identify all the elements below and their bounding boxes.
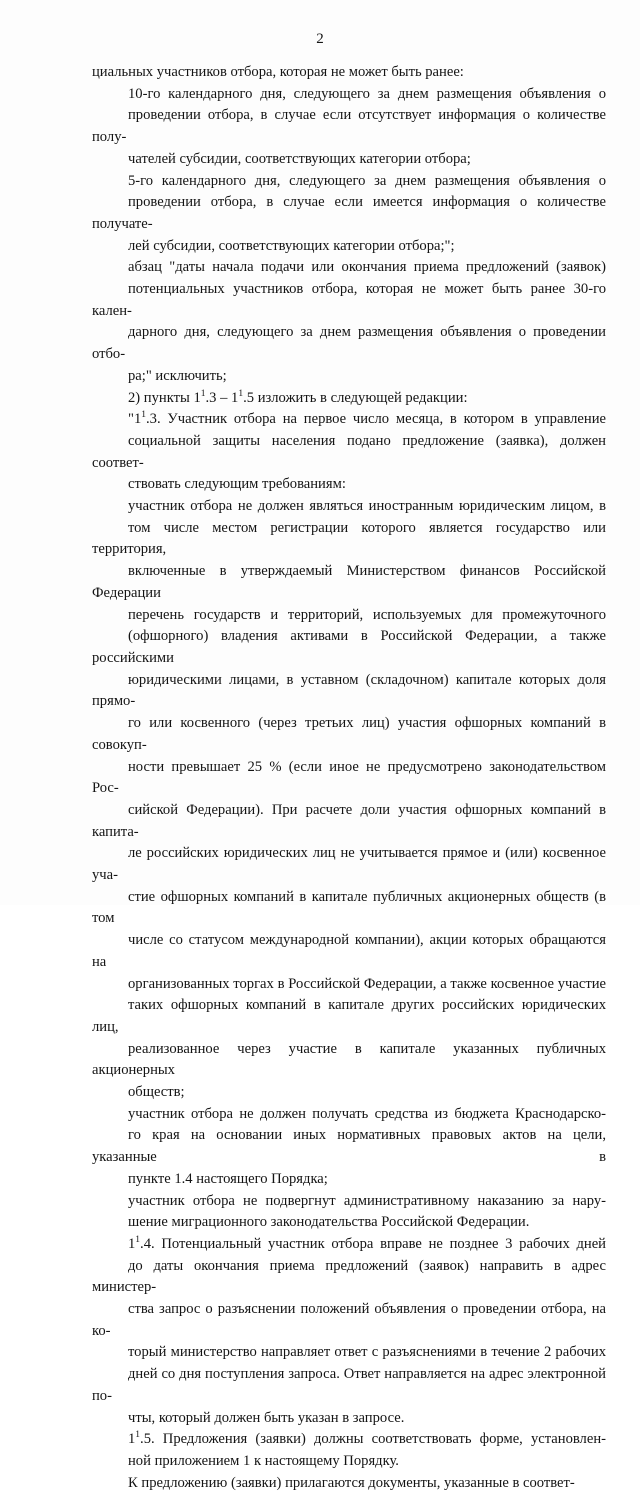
text-line: участник отбора не должен являться иностранным юридическим лицом, в: [128, 498, 606, 515]
paragraph-budget-requirement: [92, 1104, 606, 1191]
text-fragment: 2) пункты 1: [128, 389, 201, 406]
text-line: [92, 409, 606, 431]
text-line: юридическими лицами, в уставном (складочном) капитале которых доля прямо-: [92, 671, 606, 710]
paragraph-item-1-5: [92, 1429, 606, 1472]
text-line: пункте 1.4 настоящего Порядка;: [128, 1170, 328, 1187]
text-line: го или косвенного (через третьих лиц) участия офшорных компаний в совокуп-: [92, 715, 606, 753]
text-line: шение миграционного законодательства Российской Федерации.: [128, 1214, 530, 1231]
text-line: торый министерство направляет ответ с разъяснениями в течение 2 рабочих: [128, 1344, 606, 1361]
paragraph-item-1-4: [92, 1234, 606, 1429]
text-line: 10-го календарного дня, следующего за днем размещения объявления о: [128, 85, 606, 102]
paragraph-exclude-clause: [92, 257, 606, 387]
text-line: проведении отбора, в случае если отсутствует информация о количестве полу-: [92, 107, 606, 146]
text-line: ле российских юридических лиц не учитывается прямое и (или) косвенное уча-: [92, 845, 606, 884]
text-line: ствовать следующим требованиям:: [128, 476, 346, 493]
text-line: абзац "даты начала подачи или окончания приема предложений (заявок): [128, 259, 606, 276]
paragraph-continuation: [92, 62, 606, 84]
text-line: лей субсидии, соответствующих категории отбора;";: [128, 237, 455, 254]
text-line: чателей субсидии, соответствующих категории отбора;: [128, 150, 471, 167]
paragraph-offshore-requirement: [92, 496, 606, 1104]
text-fragment: .5. Предложения (заявки) должны соответствовать форме, установлен-: [140, 1431, 606, 1448]
paragraph-attachments: [92, 1473, 606, 1494]
paragraph-item-1-3: [92, 409, 606, 496]
text-line: [92, 1429, 606, 1451]
text-fragment: .3 – 1: [205, 389, 239, 406]
superscript: 1: [200, 388, 206, 399]
text-line: обществ;: [128, 1084, 185, 1101]
text-line: числе со статусом международной компании), акции которых обращаются на: [92, 932, 606, 970]
text-line: го края на основании иных нормативных правовых актов на цели, указанные в: [92, 1127, 606, 1166]
text-line: до даты окончания приема предложений (заявок) направить в адрес министер-: [92, 1257, 606, 1296]
text-line: циальных участников отбора, которая не может быть ранее:: [92, 64, 464, 80]
text-line: участник отбора не подвергнут административному наказанию за нару-: [128, 1192, 606, 1209]
text-line: [92, 388, 606, 410]
text-line: стие офшорных компаний в капитале публичных акционерных обществ (в том: [92, 888, 606, 927]
text-line: участник отбора не должен получать средства из бюджета Краснодарско-: [128, 1105, 606, 1122]
text-line: дней со дня поступления запроса. Ответ направляется на адрес электронной по-: [92, 1366, 606, 1404]
text-line: ности превышает 25 % (если иное не предусмотрено законодательством Рос-: [92, 758, 606, 797]
superscript: 1: [141, 410, 147, 421]
text-line: перечень государств и территорий, используемых для промежуточного: [128, 606, 606, 623]
text-line: таких офшорных компаний в капитале других российских юридических лиц,: [92, 997, 606, 1035]
text-line: организованных торгах в Российской Федерации, а также косвенное участие: [128, 975, 606, 992]
paragraph-5th-day: [92, 171, 606, 258]
paragraph-migration-requirement: [92, 1191, 606, 1234]
text-line: чты, который должен быть указан в запросе.: [128, 1409, 405, 1426]
text-line: ства запрос о разъяснении положений объявления о проведении отбора, на ко-: [92, 1301, 606, 1339]
page-number: 2: [316, 31, 324, 47]
text-line: К предложению (заявки) прилагаются документы, указанные в соответ-: [128, 1474, 575, 1491]
text-fragment: 1: [128, 1235, 136, 1252]
text-fragment: .5 изложить в следующей редакции:: [243, 389, 468, 406]
text-line: том числе местом регистрации которого является государство или территория,: [92, 519, 606, 558]
text-line: дарного дня, следующего за днем размещения объявления о проведении отбо-: [92, 324, 606, 363]
paragraph-amendment-2: [92, 388, 606, 410]
superscript: 1: [238, 388, 244, 399]
text-line: [92, 1234, 606, 1256]
text-fragment: .3. Участник отбора на первое число месяца, в котором в управление: [146, 411, 606, 428]
text-fragment: 1: [128, 1431, 136, 1448]
text-line: ра;" исключить;: [128, 367, 227, 384]
text-line: (офшорного) владения активами в Российской Федерации, а также российскими: [92, 628, 606, 666]
text-line: социальной защиты населения подано предложение (заявка), должен соответ-: [92, 432, 606, 471]
text-fragment: .4. Потенциальный участник отбора вправе не позднее 3 рабочих дней: [140, 1235, 606, 1252]
text-line: ной приложением 1 к настоящему Порядку.: [128, 1453, 399, 1469]
text-fragment: "1: [128, 411, 142, 428]
superscript: 1: [135, 1234, 141, 1245]
document-body: [92, 62, 606, 1494]
text-line: реализованное через участие в капитале указанных публичных акционерных: [92, 1040, 606, 1079]
text-line: включенные в утверждаемый Министерством финансов Российской Федерации: [92, 563, 606, 601]
text-line: потенциальных участников отбора, которая не может быть ранее 30-го кален-: [92, 281, 606, 319]
text-line: 5-го календарного дня, следующего за днем размещения объявления о: [128, 172, 606, 189]
text-line: проведении отбора, в случае если имеется информация о количестве получате-: [92, 194, 606, 232]
text-line: сийской Федерации). При расчете доли участия офшорных компаний в капита-: [92, 801, 606, 840]
paragraph-10th-day: [92, 84, 606, 171]
superscript: 1: [135, 1430, 141, 1441]
